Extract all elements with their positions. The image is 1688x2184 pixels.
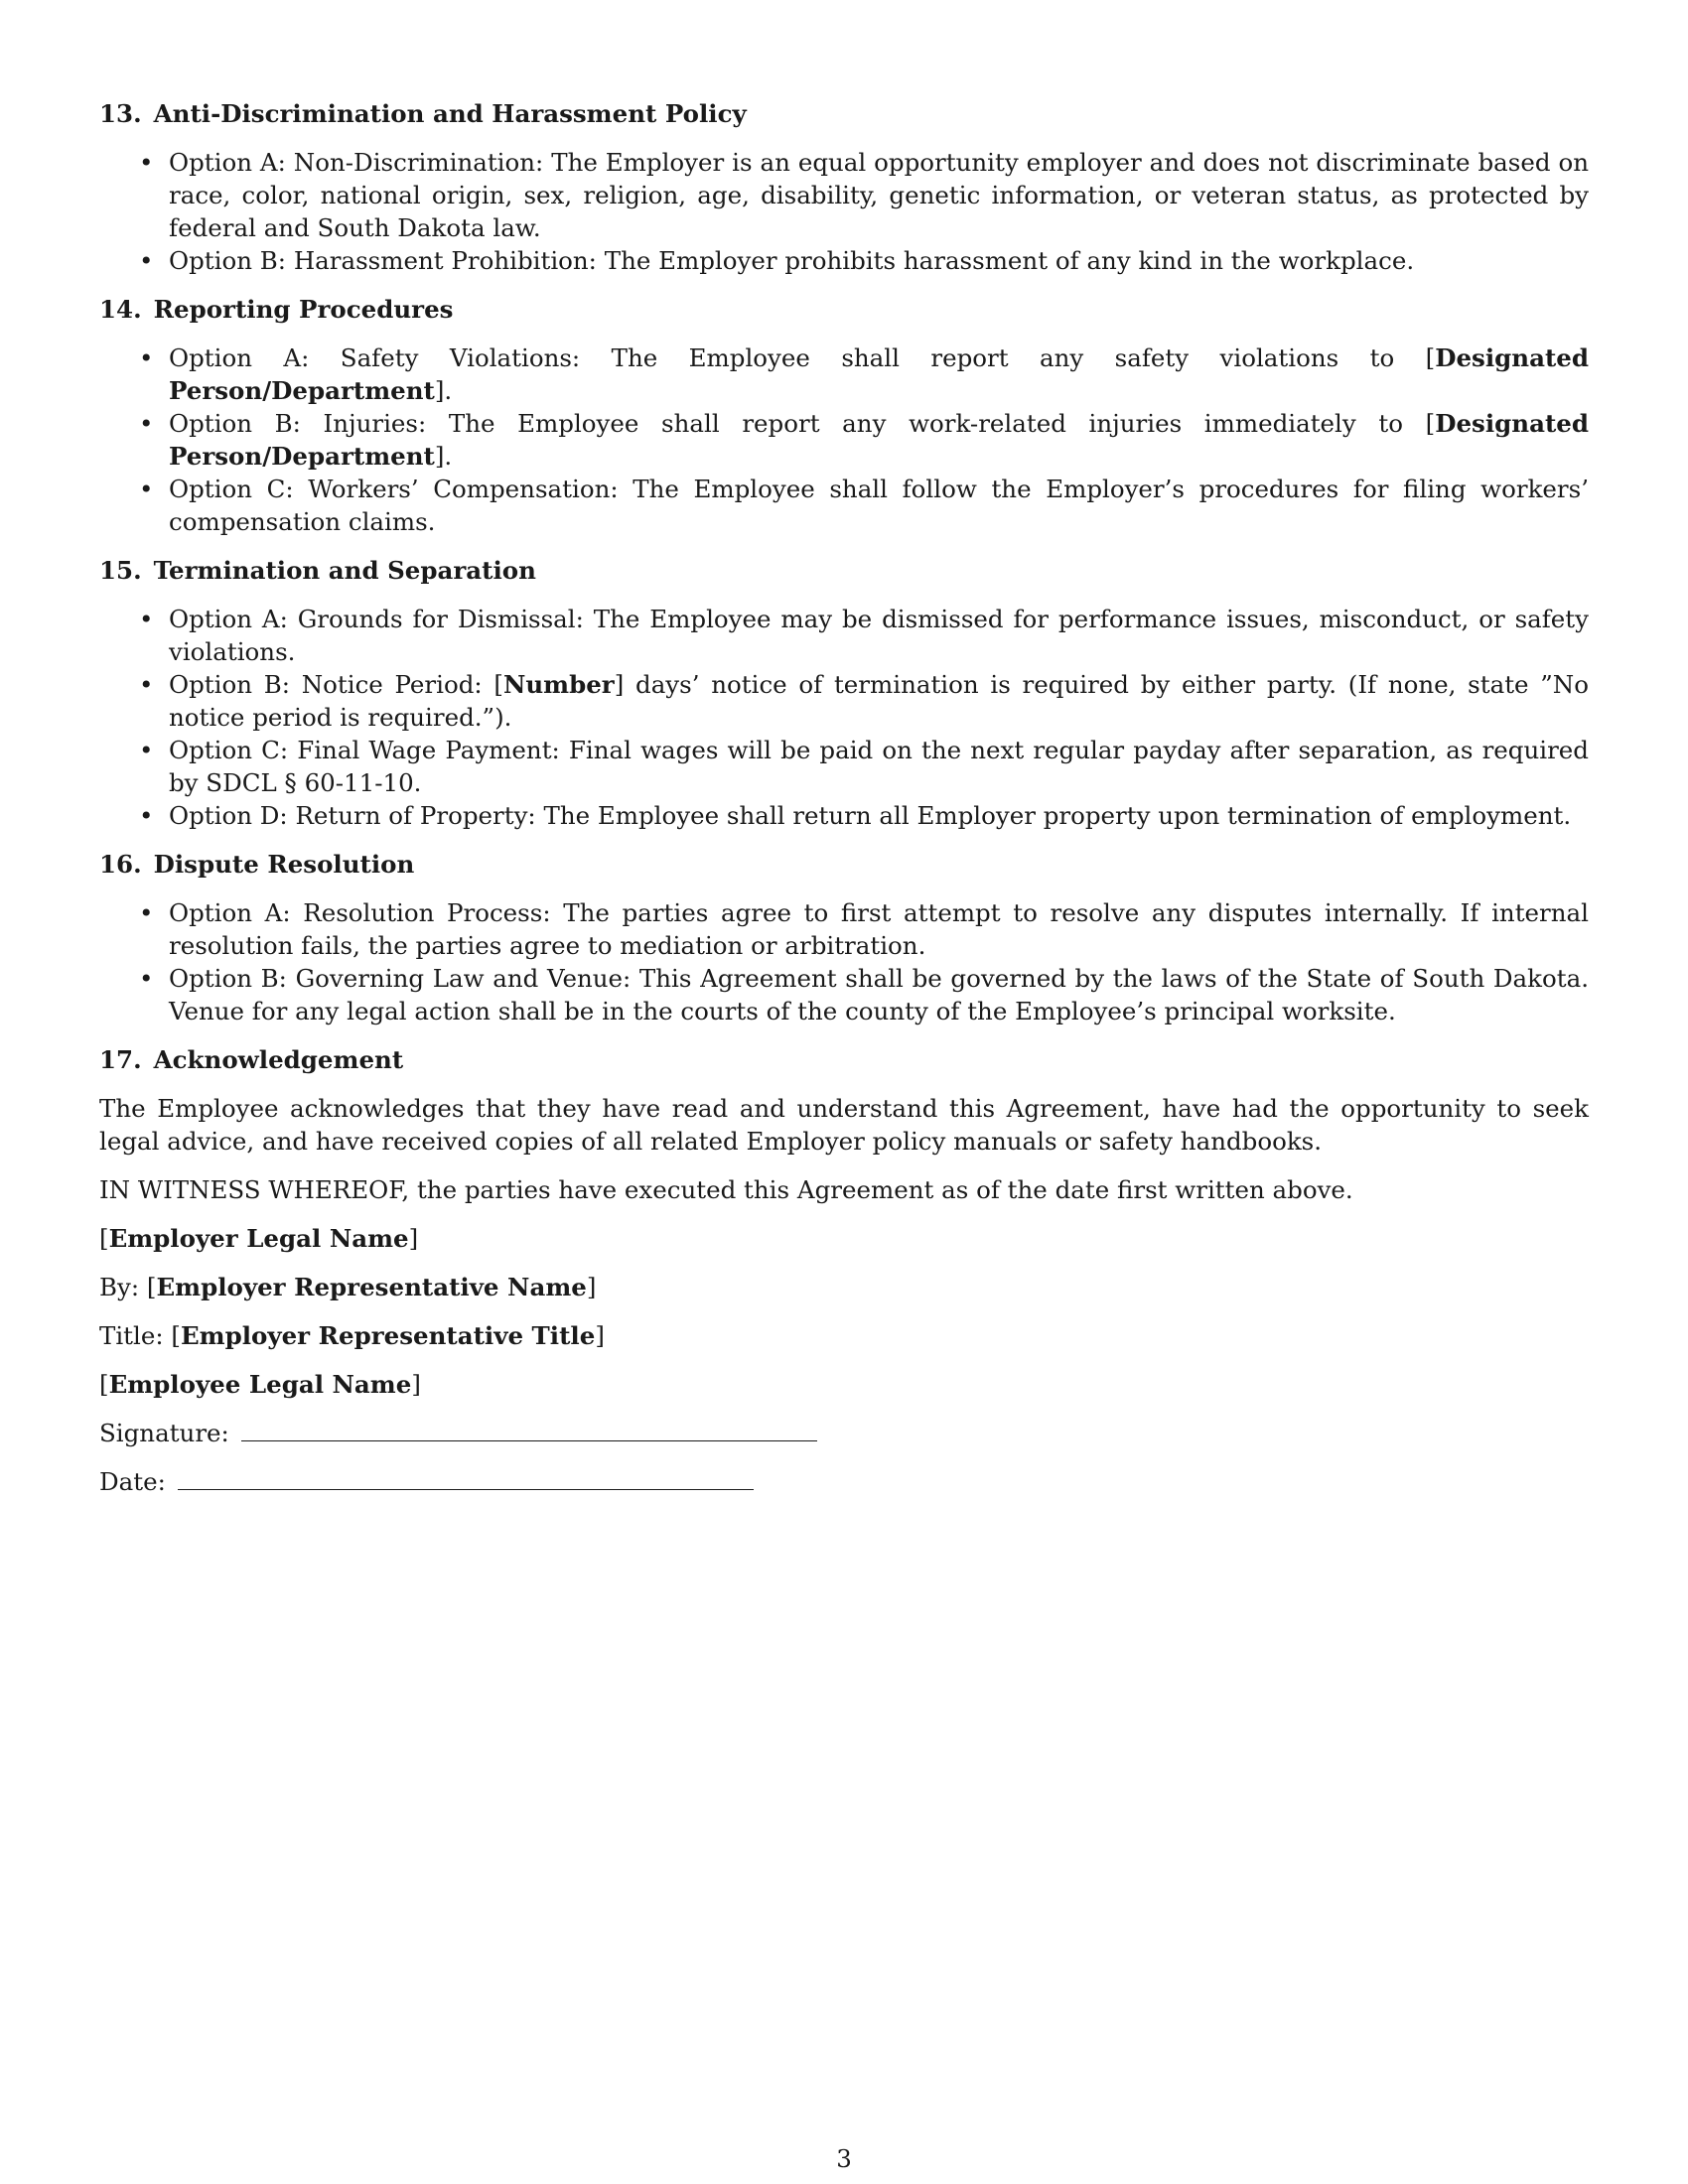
sections-container	[99, 97, 1589, 1076]
option-item	[99, 896, 1589, 962]
section-heading	[99, 554, 1589, 587]
section-number: 14.	[99, 295, 142, 324]
section-title: Termination and Separation	[153, 556, 536, 585]
option-item	[99, 603, 1589, 668]
option-text: Option D: Return of Property: The Employee shall return all Employer property upon termination of employment.	[169, 801, 1572, 830]
section-heading	[99, 293, 1589, 326]
section-title: Dispute Resolution	[153, 850, 415, 879]
bullet-icon: •	[139, 343, 154, 372]
bullet-icon: •	[139, 148, 154, 177]
bullet-icon: •	[139, 670, 154, 699]
bullet-icon: •	[139, 898, 154, 927]
signature-line	[99, 1417, 1589, 1449]
bullet-icon: •	[139, 409, 154, 438]
option-item	[99, 734, 1589, 799]
option-text: Option A: Safety Violations: The Employee shall report any safety violations to [	[169, 343, 1436, 372]
option-text: Option B: Notice Period: [	[169, 670, 503, 699]
employer-name-line: [Employer Legal Name]	[99, 1224, 419, 1253]
option-item	[99, 407, 1589, 473]
section-heading	[99, 848, 1589, 881]
option-text: Option C: Final Wage Payment: Final wages will be paid on the next regular payday after separation, as required by SDCL § 60-11-10.	[169, 736, 1589, 797]
representative-title-line: Title: [Employer Representative Title]	[99, 1321, 605, 1350]
option-item	[99, 473, 1589, 538]
section-title: Reporting Procedures	[153, 295, 454, 324]
option-text: Option A: Non-Discrimination: The Employer is an equal opportunity employer and does not discriminate based on race, color, national origin, sex, religion, age, disability, genetic information, or veteran status, as protected by federal and South Dakota law.	[169, 148, 1589, 242]
option-text: Option B: Governing Law and Venue: This Agreement shall be governed by the laws of the State of South Dakota. Venue for any legal action shall be in the courts of the county of the Employee’s principal worksite.	[169, 964, 1589, 1025]
section-title: Acknowledgement	[153, 1045, 404, 1074]
section-heading	[99, 97, 1589, 130]
bullet-icon: •	[139, 475, 154, 503]
date-label: Date:	[99, 1467, 166, 1496]
option-text: Option B: Injuries: The Employee shall report any work-related injuries immediately to [	[169, 409, 1436, 438]
option-list	[99, 146, 1589, 277]
signature-label: Signature:	[99, 1419, 229, 1447]
section-title: Anti-Discrimination and Harassment Policy	[153, 99, 747, 128]
placeholder-field: Designated Person/Department	[169, 343, 1589, 405]
bullet-icon: •	[139, 801, 154, 830]
employer-representative-title: Employer Representative Title	[180, 1321, 596, 1350]
option-item	[99, 668, 1589, 734]
option-text: ].	[434, 442, 453, 471]
option-item	[99, 799, 1589, 832]
page-number: 3	[836, 2144, 852, 2173]
section-heading	[99, 1043, 1589, 1076]
employee-name-line: [Employee Legal Name]	[99, 1370, 421, 1399]
option-item	[99, 341, 1589, 407]
signature-field[interactable]	[241, 1417, 817, 1441]
option-item	[99, 244, 1589, 277]
option-text: Option A: Grounds for Dismissal: The Employee may be dismissed for performance issues, misconduct, or safety violations.	[169, 605, 1589, 666]
employer-legal-name: Employer Legal Name	[108, 1224, 409, 1253]
date-line	[99, 1465, 1589, 1498]
date-field[interactable]	[178, 1465, 754, 1490]
bullet-icon: •	[139, 605, 154, 633]
option-text: Option B: Harassment Prohibition: The Employer prohibits harassment of any kind in the workplace.	[169, 246, 1415, 275]
bullet-icon: •	[139, 736, 154, 764]
option-list	[99, 603, 1589, 832]
document-page	[99, 97, 1589, 1514]
section-number: 15.	[99, 556, 142, 585]
option-text: Option A: Resolution Process: The parties agree to first attempt to resolve any disputes internally. If internal resolution fails, the parties agree to mediation or arbitration.	[169, 898, 1589, 960]
option-text: ].	[434, 376, 453, 405]
placeholder-field: Designated Person/Department	[169, 409, 1589, 471]
employee-legal-name: Employee Legal Name	[108, 1370, 412, 1399]
placeholder-field: Number	[502, 670, 615, 699]
option-text: ] days’ notice of termination is required by either party. (If none, state ”No notice period is required.”).	[169, 670, 1589, 732]
acknowledgement-paragraph: The Employee acknowledges that they have read and understand this Agreement, have had the opportunity to seek legal advice, and have received copies of all related Employer policy manuals or safety handbooks.	[99, 1094, 1589, 1156]
option-item	[99, 146, 1589, 244]
section-number: 16.	[99, 850, 142, 879]
option-list	[99, 896, 1589, 1027]
option-text: Option C: Workers’ Compensation: The Employee shall follow the Employer’s procedures for filing workers’ compensation claims.	[169, 475, 1589, 536]
witness-statement: IN WITNESS WHEREOF, the parties have executed this Agreement as of the date first written above.	[99, 1175, 1353, 1204]
section-number: 13.	[99, 99, 142, 128]
option-item	[99, 962, 1589, 1027]
by-label: By:	[99, 1273, 140, 1301]
bullet-icon: •	[139, 964, 154, 993]
employer-representative-name: Employer Representative Name	[156, 1273, 587, 1301]
representative-name-line: By: [Employer Representative Name]	[99, 1273, 597, 1301]
bullet-icon: •	[139, 246, 154, 275]
title-label: Title:	[99, 1321, 164, 1350]
section-number: 17.	[99, 1045, 142, 1074]
option-list	[99, 341, 1589, 538]
